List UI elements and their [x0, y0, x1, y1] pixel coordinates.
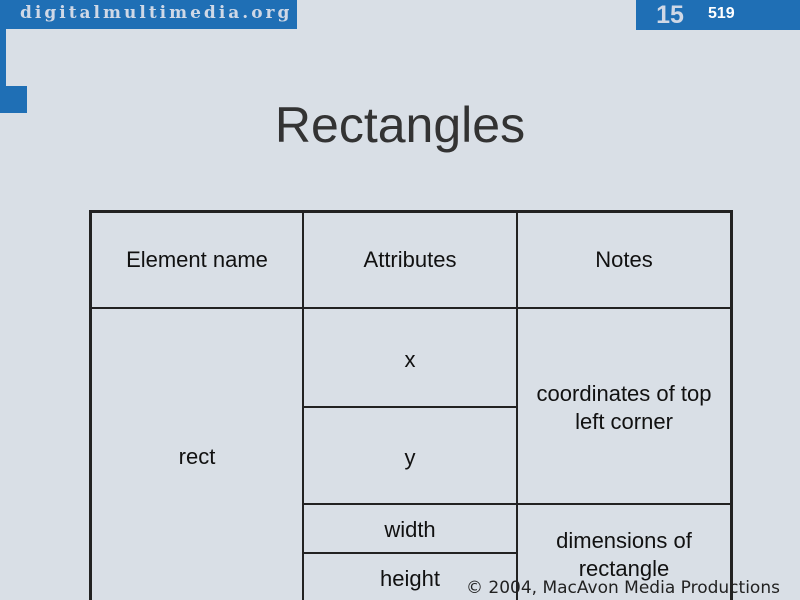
header-bottom-border [89, 307, 732, 309]
slide-total: 519 [708, 5, 735, 22]
left-accent-bar [0, 29, 6, 86]
slide-number: 15 [656, 1, 684, 29]
header-notes: Notes [595, 247, 653, 272]
slide-counter [636, 0, 800, 30]
table-right-border [730, 210, 733, 600]
header-element-name: Element name [126, 247, 268, 272]
attribute-height: height [380, 566, 440, 591]
attr-divider-2 [303, 503, 517, 505]
attr-divider-1 [303, 406, 517, 408]
slide-title: Rectangles [274, 97, 526, 153]
header-attributes: Attributes [363, 247, 457, 272]
note-coordinates: coordinates of top left corner [536, 381, 712, 434]
copyright-text: © 2004, MacAvon Media Productions [466, 578, 780, 598]
element-rect: rect [178, 444, 216, 469]
attribute-width: width [384, 517, 436, 542]
note-dimensions: dimensions of rectangle [556, 528, 692, 581]
header-bar [0, 0, 297, 29]
attr-divider-3 [303, 552, 517, 554]
attribute-y: y [404, 445, 416, 470]
notes-divider [517, 503, 731, 505]
site-brand: digitalmultimedia.org [20, 3, 293, 23]
attribute-x: x [404, 347, 416, 372]
